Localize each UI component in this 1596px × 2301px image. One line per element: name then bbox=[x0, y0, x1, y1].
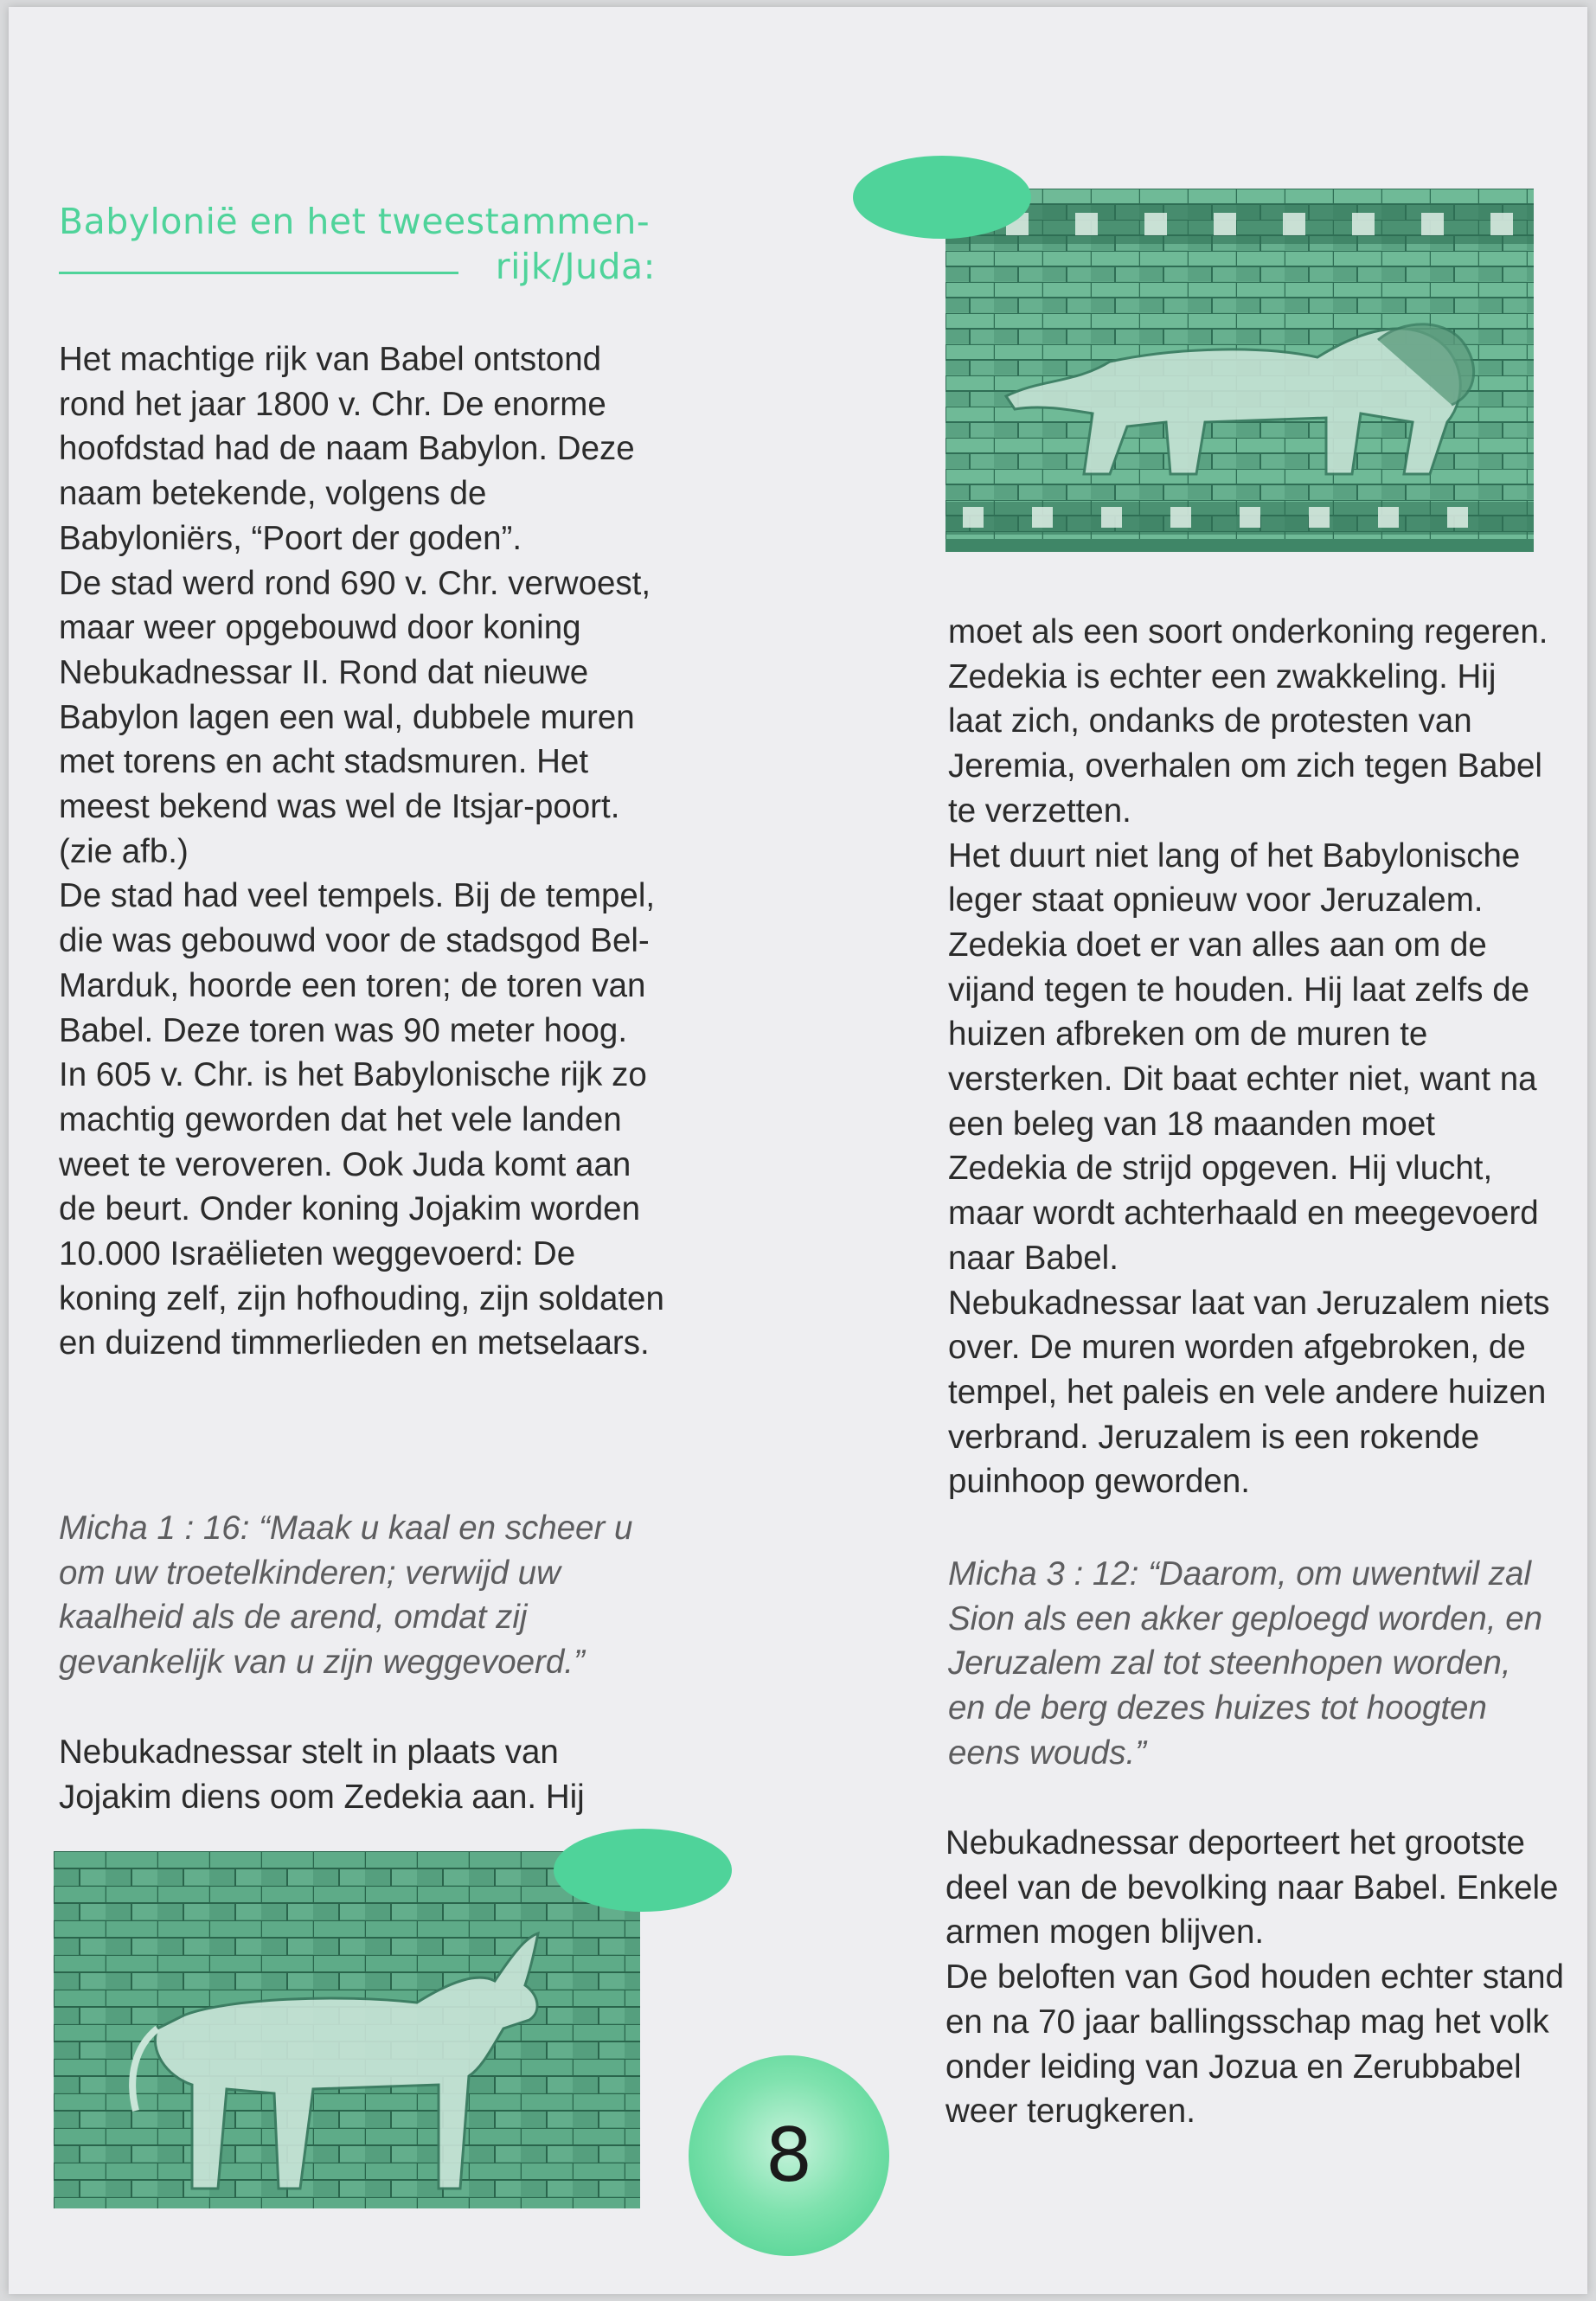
bull-relief-graphic bbox=[54, 1851, 640, 2208]
left-paragraph: Het machtige rijk van Babel ontstond rond het jaar 1800 v. Chr. De enorme hoofdstad had de naam Babylon. Deze naam betekende, volgens de Babyloniërs, “Poort der goden”. bbox=[59, 341, 635, 557]
left-bible-quote: Micha 1 : 16: “Maak u kaal en scheer u om uw troetelkinderen; verwijd uw kaalheid als de arend, omdat zij gevankelijk van u zijn weggevoerd.” bbox=[59, 1509, 633, 1682]
right-column-body bbox=[948, 610, 1554, 1504]
heading-line-2: rijk/Juda: bbox=[495, 246, 656, 287]
bull-relief-image bbox=[54, 1851, 640, 2208]
page-number-badge bbox=[689, 2055, 889, 2256]
left-paragraph: In 605 v. Chr. is het Babylonische rijk zo machtig geworden dat het vele landen weet te veroveren. Ook Juda komt aan de beurt. Onder koning Jojakim worden 10.000 Israëlieten weggevoerd: De koning zelf, zijn hofhouding, zijn soldaten en duizend timmerlieden en metselaars. bbox=[59, 1056, 664, 1362]
section-heading bbox=[59, 199, 656, 289]
left-column-body bbox=[59, 337, 664, 1366]
heading-line-2-wrap bbox=[59, 244, 656, 289]
lion-relief-graphic bbox=[945, 189, 1534, 552]
heading-line-1: Babyloniё en het tweestammen- bbox=[59, 201, 651, 242]
heading-rule bbox=[59, 272, 458, 274]
left-paragraph: De stad werd rond 690 v. Chr. verwoest, maar weer opgebouwd door koning Nebukadnessar II. Rond dat nieuwe Babylon lagen een wal, dubbele muren met torens en acht stadsmuren. Het meest bekend was wel de Itsjar-poort. (zie afb.) bbox=[59, 564, 651, 870]
right-bible-quote: Micha 3 : 12: “Daarom, om uwentwil zal Sion als een akker geploegd worden, en Jeruzalem zal tot steenhopen worden, en de berg dezes huizes tot hoogten eens wouds.” bbox=[948, 1555, 1543, 1772]
lion-relief-image bbox=[945, 189, 1534, 552]
right-paragraph: Nebukadnessar laat van Jeruzalem niets over. De muren worden afgebroken, de tempel, het paleis en vele andere huizen verbrand. Jeruzalem is een rokende puinhoop geworden. bbox=[948, 1284, 1550, 1501]
brochure-page bbox=[9, 7, 1587, 2294]
right-paragraph: Het duurt niet lang of het Babylonische leger staat opnieuw voor Jeruzalem. Zedekia doet er van alles aan om de vijand tegen te houden. Hij laat zelfs de huizen afbreken om de muren te versterken. Dit baat echter niet, want na een beleg van 18 maanden moet Zedekia de strijd opgeven. Hij vlucht, maar wordt achterhaald en meegevoerd naar Babel. bbox=[948, 836, 1539, 1277]
decorative-green-oval bbox=[853, 156, 1031, 239]
right-closing-paragraph: Nebukadnessar deporteert het grootste deel van de bevolking naar Babel. Enkele armen mogen blijven. bbox=[945, 1824, 1559, 1952]
right-paragraph: moet als een soort onderkoning regeren. Zedekia is echter een zwakkeling. Hij laat zich, ondanks de protesten van Jeremia, overhalen om zich tegen Babel te verzetten. bbox=[948, 613, 1548, 830]
left-paragraph: De stad had veel tempels. Bij de tempel, die was gebouwd voor de stadsgod Bel-Marduk, hoorde een toren; de toren van Babel. Deze toren was 90 meter hoog. bbox=[59, 877, 656, 1049]
right-closing-text bbox=[945, 1821, 1568, 2134]
page-number: 8 bbox=[765, 2112, 813, 2199]
right-closing-paragraph: De beloften van God houden echter stand en na 70 jaar ballingsschap mag het volk onder leiding van Jozua en Zerubbabel weer terugkeren. bbox=[945, 1958, 1564, 2131]
left-closing-text: Nebukadnessar stelt in plaats van Jojakim diens oom Zedekia aan. Hij bbox=[59, 1734, 585, 1816]
decorative-green-oval bbox=[554, 1829, 732, 1912]
